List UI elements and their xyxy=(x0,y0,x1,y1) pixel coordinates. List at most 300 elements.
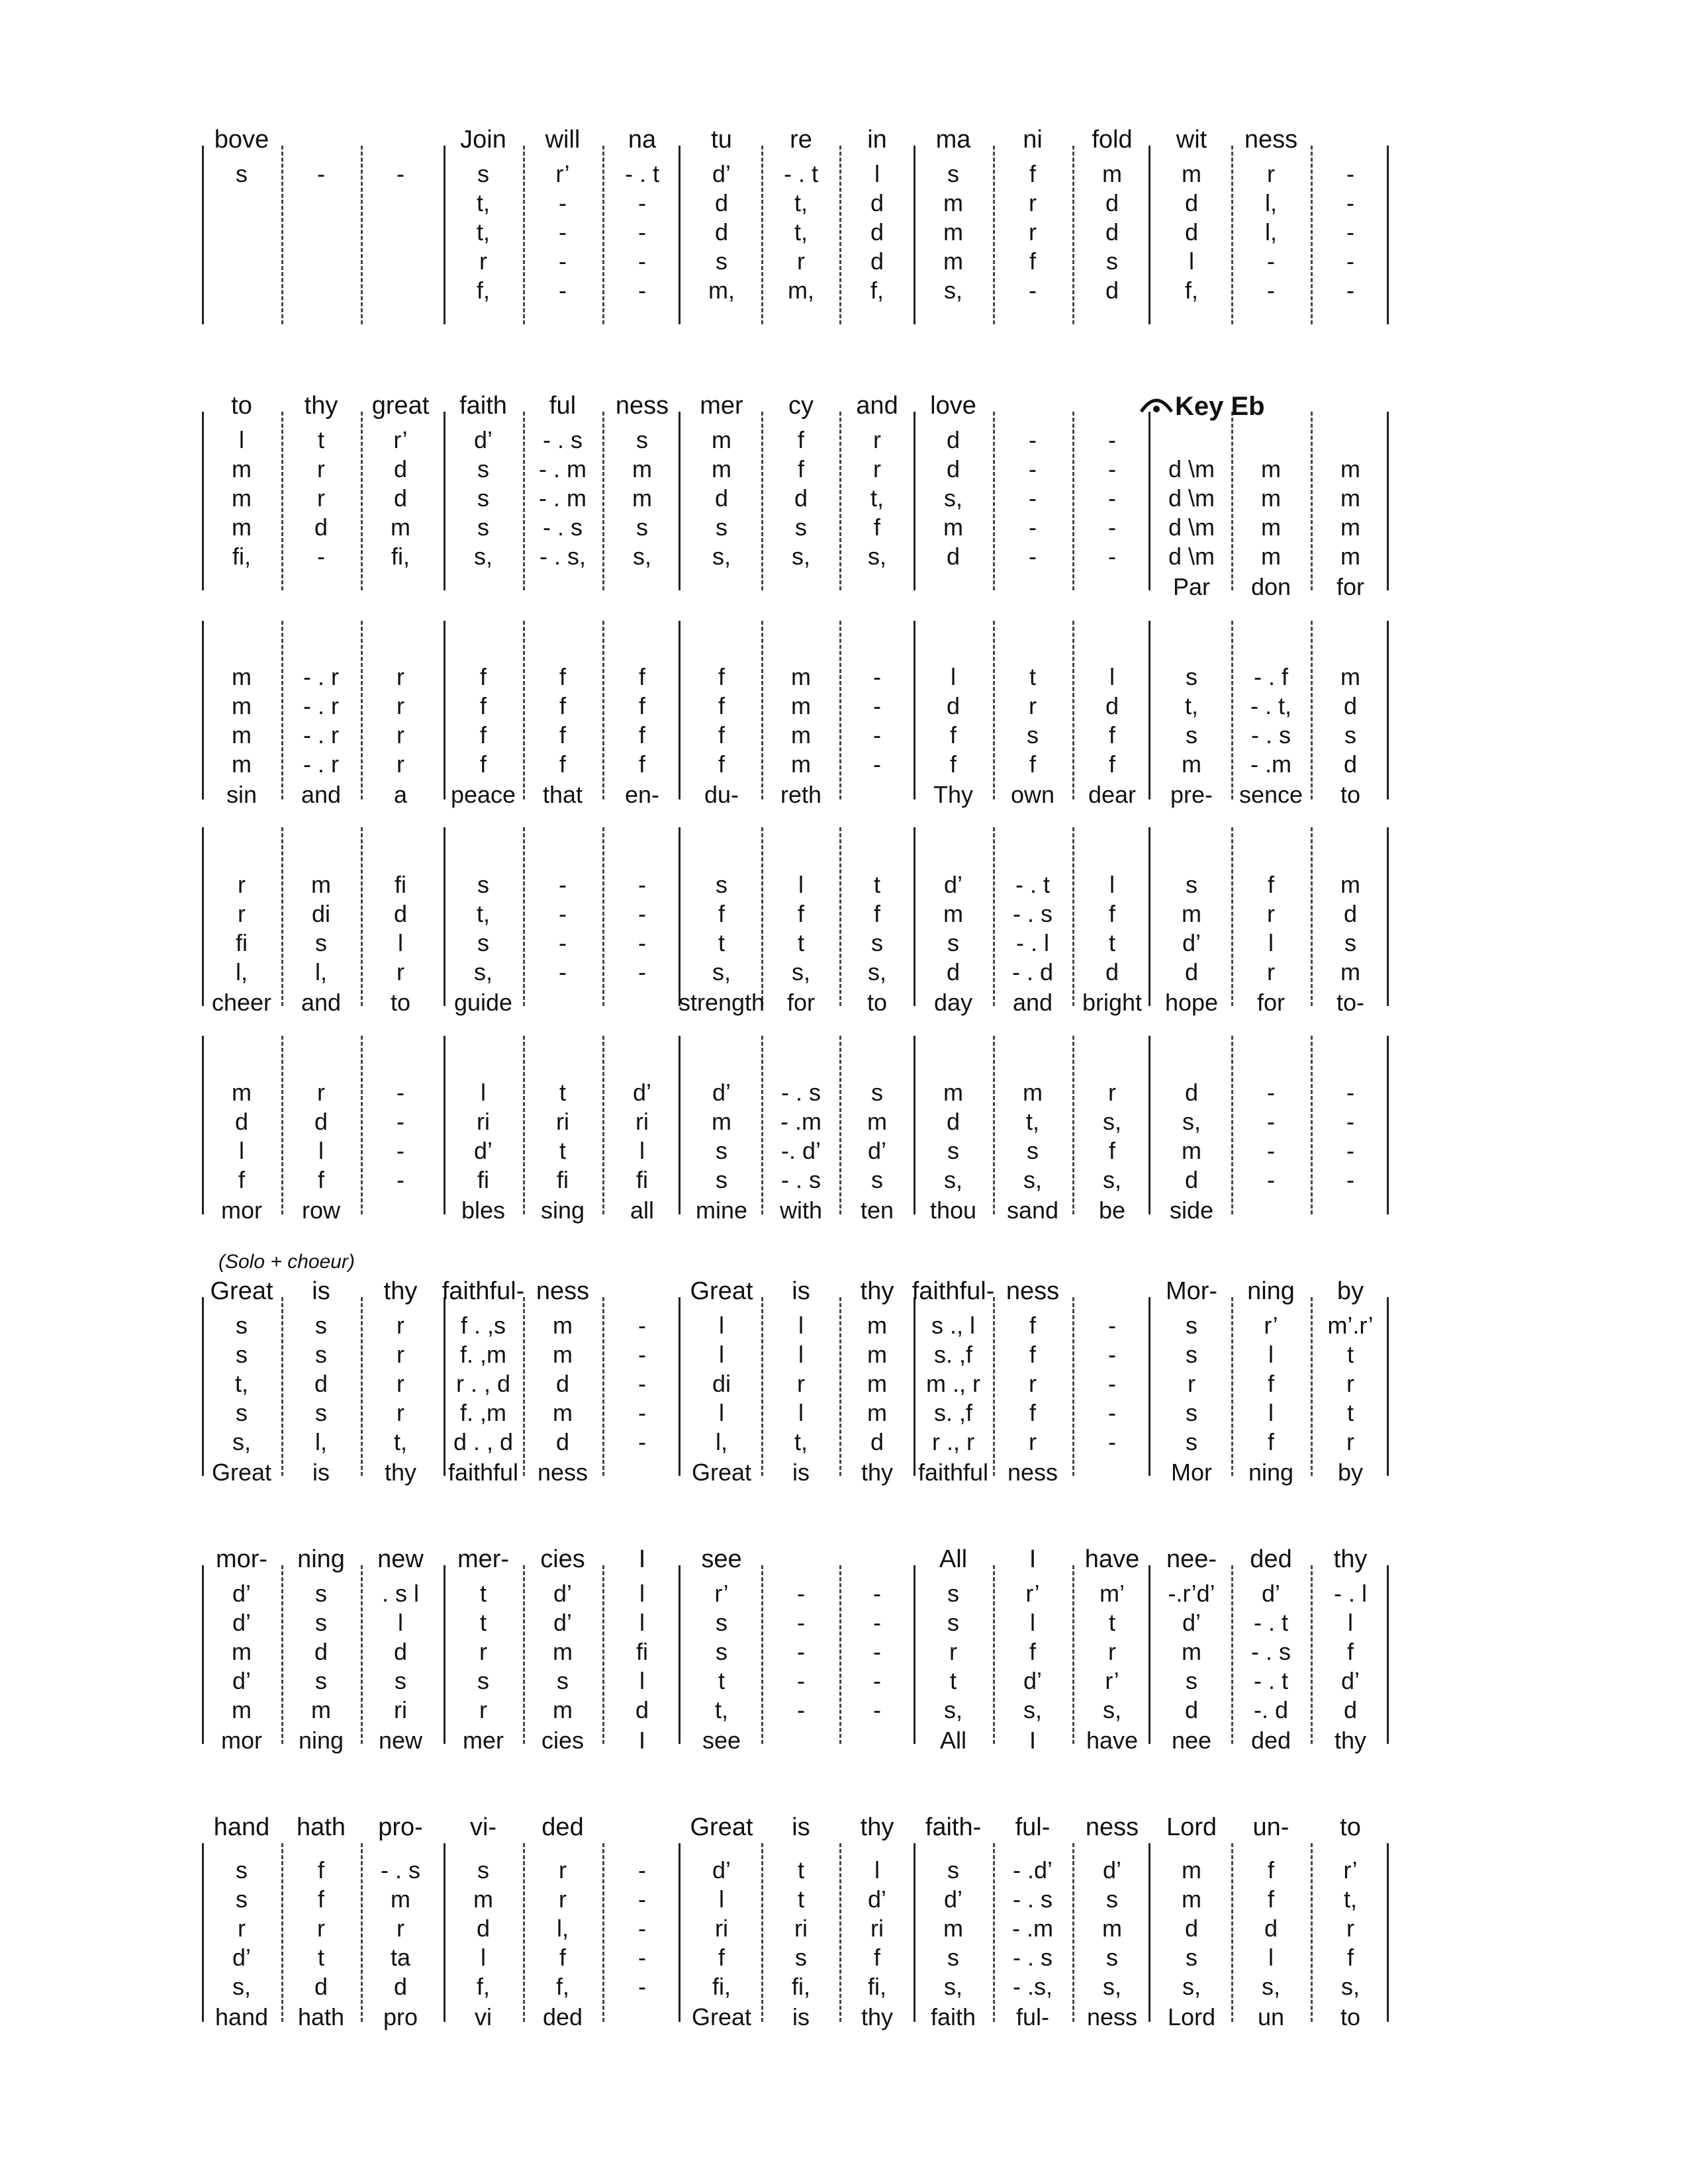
solfa-note: r xyxy=(397,1915,404,1942)
beat-line xyxy=(839,1565,841,1744)
solfa-note: - . d xyxy=(1011,958,1054,985)
solfa-note: s xyxy=(236,1399,248,1426)
beat-line xyxy=(993,621,995,799)
beat-line xyxy=(602,412,604,590)
solfa-note: dear xyxy=(1088,781,1137,808)
solfa-note: - .m xyxy=(1250,751,1291,778)
solfa-note: fi xyxy=(636,1166,648,1193)
solfa-note: d’ xyxy=(632,1079,652,1106)
beat-line xyxy=(839,1036,841,1214)
solfa-note: t, xyxy=(234,1370,249,1397)
solfa-note: ful- xyxy=(1015,2003,1050,2030)
bar-line xyxy=(914,146,915,324)
solfa-note: r xyxy=(1188,1370,1196,1397)
solfa-note: s, xyxy=(1102,1108,1122,1135)
bar-line xyxy=(444,1565,445,1744)
solfa-note: m xyxy=(232,1696,252,1723)
solfa-note: s xyxy=(716,1166,727,1193)
solfa-note: - xyxy=(1029,484,1037,512)
beat-line xyxy=(361,146,363,324)
beat-line xyxy=(523,1843,525,2022)
solfa-note: l xyxy=(1109,663,1115,690)
solfa-note: see xyxy=(702,1727,741,1754)
solfa-note: t xyxy=(479,1609,487,1636)
solfa-note: s xyxy=(236,1341,248,1368)
solfa-note: t, xyxy=(476,218,491,246)
solfa-note: s, xyxy=(632,543,652,570)
solfa-note: d xyxy=(314,1638,328,1665)
solfa-note: l xyxy=(639,1137,645,1164)
solfa-note: s xyxy=(1027,1137,1039,1164)
beat-line xyxy=(361,1843,363,2022)
lyric-syllable: faith- xyxy=(925,1813,982,1841)
solfa-note: m, xyxy=(788,277,814,304)
beat-line xyxy=(523,827,525,1006)
fermata-icon xyxy=(1139,389,1174,416)
beat-line xyxy=(281,827,283,1006)
solfa-note: - xyxy=(1108,514,1116,541)
solfa-note: m xyxy=(232,751,252,778)
solfa-note: a xyxy=(393,781,408,808)
solfa-note: d xyxy=(393,900,408,927)
solfa-note: - xyxy=(317,160,325,187)
solfa-note: m xyxy=(1182,1137,1201,1164)
solfa-note: s xyxy=(477,455,489,482)
lyric-syllable: thy xyxy=(860,1813,894,1841)
solfa-note: s, xyxy=(1023,1166,1043,1193)
lyric-syllable: Great xyxy=(690,1277,753,1305)
solfa-note: r xyxy=(479,1638,487,1665)
solfa-note: s xyxy=(1027,721,1039,749)
bar-line xyxy=(444,1036,445,1214)
beat-line xyxy=(839,621,841,799)
solfa-note: d xyxy=(1184,218,1199,246)
solfa-note: d xyxy=(476,1915,491,1942)
solfa-note: day xyxy=(933,989,973,1016)
solfa-note: m xyxy=(1340,663,1360,690)
lyric-syllable: mor- xyxy=(215,1545,268,1573)
solfa-note: f xyxy=(638,692,646,719)
lyric-syllable: pro- xyxy=(378,1813,423,1841)
solfa-note: m xyxy=(943,218,963,246)
solfa-note: di xyxy=(311,900,331,927)
solfa-note: - xyxy=(797,1638,805,1665)
solfa-note: f xyxy=(479,751,487,778)
solfa-note: - xyxy=(559,929,567,956)
solfa-note: r xyxy=(317,484,325,512)
solfa-note: d xyxy=(870,218,884,246)
bar-line xyxy=(679,1565,680,1744)
solfa-note: d xyxy=(946,543,961,570)
solfa-note: s xyxy=(716,1137,727,1164)
solfa-note: f xyxy=(479,721,487,749)
solfa-note: d xyxy=(1105,958,1119,985)
solfa-note: sin xyxy=(226,781,258,808)
solfa-note: r xyxy=(1346,1370,1354,1397)
solfa-note: ness xyxy=(537,1459,588,1486)
solfa-note: en- xyxy=(624,781,660,808)
solfa-note: t xyxy=(317,426,325,453)
solfa-note: r xyxy=(1029,1370,1037,1397)
solfa-note: Lord xyxy=(1167,2003,1216,2030)
solfa-note: bles xyxy=(461,1197,506,1224)
solfa-note: d xyxy=(1105,692,1119,719)
solfa-note: s xyxy=(716,871,727,898)
solfa-note: d’ xyxy=(553,1580,573,1607)
solfa-note: d’ xyxy=(943,871,963,898)
solfa-note: - xyxy=(638,1312,646,1339)
solfa-note: peace xyxy=(450,781,516,808)
solfa-note: - xyxy=(317,543,325,570)
solfa-note: - xyxy=(1346,218,1354,246)
solfa-note: r xyxy=(397,663,404,690)
beat-line xyxy=(361,1036,363,1214)
bar-line xyxy=(202,827,204,1006)
solfa-note: l xyxy=(639,1609,645,1636)
beat-line xyxy=(281,621,283,799)
solfa-note: d’ xyxy=(867,1137,887,1164)
solfa-note: fi, xyxy=(712,1973,731,2000)
bar-line xyxy=(679,1843,680,2022)
lyric-syllable: faithful- xyxy=(912,1277,995,1305)
solfa-note: d xyxy=(946,1108,961,1135)
solfa-note: l xyxy=(1189,248,1194,275)
solfa-note: thy xyxy=(1334,1727,1367,1754)
solfa-note: - xyxy=(873,1638,881,1665)
solfa-note: m xyxy=(1023,1079,1043,1106)
solfa-note: l xyxy=(1348,1609,1353,1636)
solfa-note: fi xyxy=(557,1166,569,1193)
solfa-note: s, xyxy=(1023,1696,1043,1723)
solfa-note: d’ xyxy=(232,1667,252,1694)
bar-line xyxy=(202,621,204,799)
solfa-note: f xyxy=(559,692,567,719)
beat-line xyxy=(1072,1565,1074,1744)
solfa-note: r xyxy=(479,248,487,275)
lyric-syllable: Lord xyxy=(1166,1813,1217,1841)
solfa-note: - xyxy=(397,1079,404,1106)
solfa-note: ten xyxy=(860,1197,894,1224)
solfa-note: hath xyxy=(297,2003,345,2030)
solfa-note: - xyxy=(559,248,567,275)
solfa-note: d xyxy=(1105,189,1119,216)
solfa-note: s xyxy=(716,1609,727,1636)
solfa-note: - xyxy=(397,160,404,187)
solfa-note: - . t xyxy=(1254,1667,1288,1694)
lyric-syllable: hath xyxy=(297,1813,346,1841)
solfa-note: s, xyxy=(1340,1973,1360,2000)
solfa-note: d xyxy=(1184,189,1199,216)
beat-line xyxy=(761,412,763,590)
solfa-note: f xyxy=(1267,1856,1275,1884)
solfa-note: t xyxy=(797,1886,805,1913)
solfa-note: s xyxy=(947,160,959,187)
lyric-syllable: ded xyxy=(1250,1545,1292,1573)
solfa-note: - xyxy=(638,1341,646,1368)
bar-line xyxy=(679,1297,680,1476)
solfa-note: d xyxy=(870,248,884,275)
solfa-note: - xyxy=(638,1370,646,1397)
solfa-note: - xyxy=(559,958,567,985)
solfa-note: All xyxy=(939,1727,967,1754)
lyric-syllable: and xyxy=(856,392,898,420)
solfa-note: is xyxy=(312,1459,330,1486)
solfa-note: m xyxy=(867,1341,887,1368)
solfa-note: - xyxy=(638,900,646,927)
solfa-note: s, xyxy=(232,1973,252,2000)
solfa-note: s xyxy=(871,929,883,956)
solfa-note: r xyxy=(397,692,404,719)
solfa-note: f, xyxy=(1184,277,1199,304)
lyric-syllable: have xyxy=(1084,1545,1140,1573)
beat-line xyxy=(281,146,283,324)
solfa-note: s xyxy=(477,1856,489,1884)
solfa-note: s xyxy=(795,514,807,541)
solfa-note: fi, xyxy=(232,543,252,570)
solfa-note: r xyxy=(1108,1079,1116,1106)
solfa-note: s xyxy=(1186,1944,1197,1971)
solfa-note: s, xyxy=(1182,1108,1201,1135)
solfa-note: s xyxy=(1106,248,1118,275)
lyric-syllable: mer- xyxy=(457,1545,510,1573)
beat-line xyxy=(361,621,363,799)
bar-line xyxy=(444,1843,445,2022)
solfa-note: m ., r xyxy=(926,1370,980,1397)
solfa-note: s xyxy=(1106,1944,1118,1971)
solfa-note: . s l xyxy=(381,1580,420,1607)
solfa-note: - xyxy=(638,248,646,275)
solfa-note: s xyxy=(315,1312,327,1339)
lyric-syllable: bove xyxy=(214,126,269,154)
solfa-note: - xyxy=(1346,1166,1354,1193)
solfa-note: f xyxy=(1267,1370,1275,1397)
beat-line xyxy=(1311,1036,1313,1214)
solfa-note: - . s xyxy=(381,1856,420,1884)
solfa-note: r xyxy=(1267,900,1275,927)
bar-line xyxy=(914,621,915,799)
solfa-note: l xyxy=(798,871,804,898)
solfa-note: - xyxy=(873,1580,881,1607)
solfa-note: d’ xyxy=(867,1886,887,1913)
solfa-note: - xyxy=(397,1166,404,1193)
bar-line xyxy=(1387,827,1389,1006)
solfa-note: m xyxy=(791,692,811,719)
solfa-note: d’ xyxy=(1182,929,1201,956)
lyric-syllable: thy xyxy=(1333,1545,1368,1573)
beat-line xyxy=(839,1297,841,1476)
solfa-note: d xyxy=(234,1108,249,1135)
solfa-note: s xyxy=(477,1667,489,1694)
solfa-note: t, xyxy=(870,484,884,512)
solfa-note: hope xyxy=(1164,989,1219,1016)
solfa-note: t xyxy=(1346,1399,1354,1426)
bar-line xyxy=(202,1843,204,2022)
solfa-note: - . r xyxy=(303,663,339,690)
solfa-note: d’ xyxy=(1261,1580,1281,1607)
solfa-note: - xyxy=(1267,1137,1275,1164)
solfa-note: - xyxy=(1029,455,1037,482)
solfa-note: - xyxy=(638,1428,646,1455)
solfa-note: s, xyxy=(473,958,493,985)
solfa-note: m xyxy=(553,1312,573,1339)
beat-line xyxy=(281,1297,283,1476)
solfa-note: m xyxy=(943,1915,963,1942)
solfa-note: r xyxy=(317,1915,325,1942)
solfa-note: d xyxy=(555,1428,570,1455)
solfa-note: d xyxy=(1105,277,1119,304)
solfa-note: - xyxy=(1108,426,1116,453)
bar-line xyxy=(914,1036,915,1214)
bar-line xyxy=(202,412,204,590)
solfa-note: - . s xyxy=(1013,1944,1053,1971)
solfa-note: l xyxy=(798,1399,804,1426)
beat-line xyxy=(1231,1297,1233,1476)
solfa-note: r xyxy=(397,958,404,985)
solfa-note: s, xyxy=(1102,1696,1122,1723)
solfa-note: to- xyxy=(1336,989,1365,1016)
solfa-note: m xyxy=(311,871,331,898)
solfa-note: t xyxy=(797,1856,805,1884)
solfa-note: pre- xyxy=(1170,781,1213,808)
solfa-note: r xyxy=(238,871,246,898)
solfa-note: s, xyxy=(943,1166,963,1193)
solfa-note: ri xyxy=(477,1108,490,1135)
beat-line xyxy=(281,1843,283,2022)
solfa-note: - xyxy=(873,751,881,778)
solfa-note: reth xyxy=(780,781,822,808)
solfa-note: be xyxy=(1098,1197,1126,1224)
solfa-note: t xyxy=(718,1667,726,1694)
bar-line xyxy=(444,1297,445,1476)
solfa-note: - xyxy=(638,1856,646,1884)
solfa-note: - xyxy=(638,1399,646,1426)
solfa-note: f. ,m xyxy=(460,1399,506,1426)
solfa-note: m xyxy=(1340,543,1360,570)
solfa-note: s xyxy=(557,1667,569,1694)
solfa-note: m xyxy=(1182,900,1201,927)
solfa-note: s xyxy=(636,426,648,453)
solfa-note: d’ xyxy=(473,1137,493,1164)
solfa-note: - xyxy=(1267,277,1275,304)
lyric-syllable: new xyxy=(377,1545,424,1573)
solfa-note: t, xyxy=(1184,692,1199,719)
lyric-syllable: I xyxy=(1029,1545,1037,1573)
solfa-note: f xyxy=(1029,1399,1037,1426)
bar-line xyxy=(1387,412,1389,590)
solfa-note: m xyxy=(867,1370,887,1397)
beat-line xyxy=(993,412,995,590)
solfa-note: s, xyxy=(943,484,963,512)
solfa-note: s, xyxy=(1182,1973,1201,2000)
solfa-note: s xyxy=(477,484,489,512)
solfa-note: s xyxy=(716,248,727,275)
solfa-note: ning xyxy=(1248,1459,1294,1486)
solfa-note: l, xyxy=(1265,218,1277,246)
solfa-note: d xyxy=(1264,1915,1278,1942)
solfa-note: l xyxy=(481,1944,486,1971)
solfa-note: s xyxy=(1186,1428,1197,1455)
solfa-note: m xyxy=(1340,958,1360,985)
solfa-note: s, xyxy=(791,543,811,570)
solfa-note: r’ xyxy=(1343,1856,1358,1884)
solfa-note: - xyxy=(1267,1079,1275,1106)
beat-line xyxy=(602,1843,604,2022)
solfa-note: - xyxy=(1346,248,1354,275)
solfa-note: - xyxy=(638,958,646,985)
solfa-note: l xyxy=(1268,929,1274,956)
solfa-note: d . , d xyxy=(453,1428,514,1455)
solfa-note: m xyxy=(232,721,252,749)
solfa-note: - xyxy=(1346,1137,1354,1164)
solfa-note: - . r xyxy=(303,751,339,778)
solfa-note: - . s, xyxy=(539,543,586,570)
bar-line xyxy=(1149,1297,1150,1476)
solfa-note: hand xyxy=(214,2003,269,2030)
solfa-note: Great xyxy=(211,1459,272,1486)
solfa-note: sand xyxy=(1006,1197,1059,1224)
beat-line xyxy=(993,827,995,1006)
lyric-syllable: cy xyxy=(788,392,814,420)
solfa-note: f xyxy=(1267,1886,1275,1913)
lyric-syllable: All xyxy=(939,1545,968,1573)
solfa-note: m xyxy=(1261,484,1281,512)
solfa-note: - xyxy=(559,900,567,927)
solfa-note: m xyxy=(943,189,963,216)
solfa-note: - xyxy=(638,1944,646,1971)
solfa-note: - xyxy=(1346,189,1354,216)
beat-line xyxy=(361,1297,363,1476)
solfa-note: s xyxy=(1186,1341,1197,1368)
solfa-note: r xyxy=(873,426,881,453)
solfa-note: f xyxy=(317,1856,325,1884)
beat-line xyxy=(1311,621,1313,799)
solfa-note: s xyxy=(716,1638,727,1665)
lyric-syllable: hand xyxy=(213,1813,270,1841)
beat-line xyxy=(602,1036,604,1214)
solfa-note: -. d xyxy=(1253,1696,1289,1723)
bar-line xyxy=(444,621,445,799)
beat-line xyxy=(361,827,363,1006)
solfa-note: - xyxy=(1267,1166,1275,1193)
bar-line xyxy=(1149,1565,1150,1744)
solfa-note: s xyxy=(236,1312,248,1339)
solfa-note: all xyxy=(630,1197,655,1224)
solfa-note: s xyxy=(947,1609,959,1636)
lyric-syllable: love xyxy=(930,392,976,420)
solfa-note: m xyxy=(791,721,811,749)
solfa-note: s xyxy=(236,1856,248,1884)
solfa-note: m xyxy=(232,514,252,541)
solfa-note: s xyxy=(236,160,248,187)
solfa-note: s xyxy=(315,929,327,956)
solfa-note: cies xyxy=(541,1727,585,1754)
solfa-note: f xyxy=(479,692,487,719)
solfa-note: - xyxy=(1267,248,1275,275)
solfa-note: - . m xyxy=(539,484,586,512)
solfa-note: l xyxy=(1268,1341,1274,1368)
solfa-note: - . s xyxy=(1013,1886,1053,1913)
solfa-note: f xyxy=(1029,160,1037,187)
solfa-note: l xyxy=(1268,1399,1274,1426)
solfa-note: d xyxy=(314,514,328,541)
solfa-note: Mor xyxy=(1171,1459,1212,1486)
solfa-note: l xyxy=(874,160,880,187)
lyric-syllable: will xyxy=(545,126,581,154)
solfa-note: r xyxy=(397,1312,404,1339)
solfa-note: s xyxy=(1186,871,1197,898)
beat-line xyxy=(1231,146,1233,324)
solfa-note: ri xyxy=(635,1108,649,1135)
